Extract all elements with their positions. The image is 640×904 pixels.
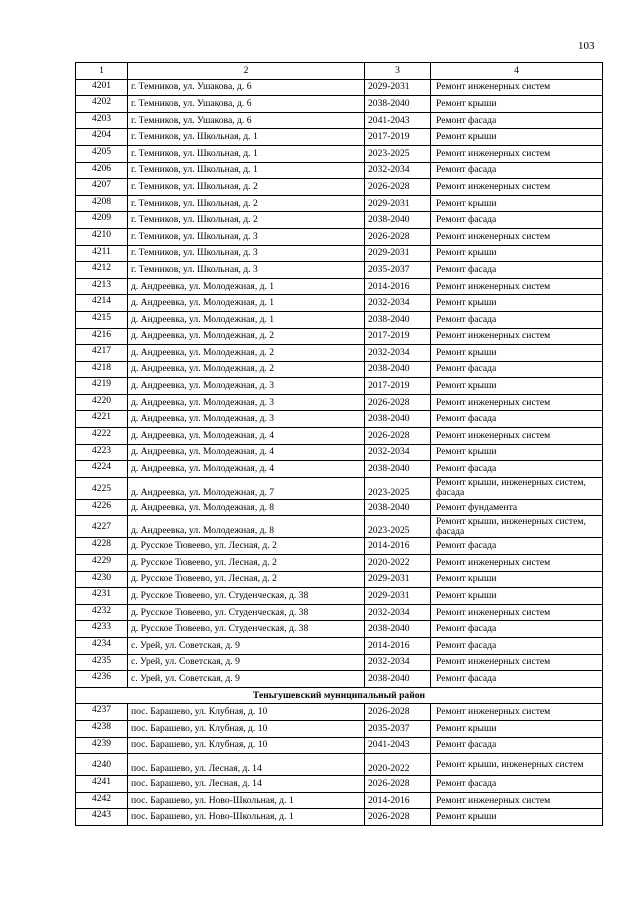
row-number: 4222	[76, 428, 128, 445]
address-cell: пос. Барашево, ул. Клубная, д. 10	[128, 737, 365, 754]
period-cell: 2032-2034	[365, 162, 431, 179]
row-number: 4223	[76, 444, 128, 461]
work-type-cell: Ремонт инженерных систем	[431, 428, 603, 445]
row-number: 4237	[76, 704, 128, 721]
address-cell: г. Темников, ул. Школьная, д. 3	[128, 228, 365, 245]
work-type-cell: Ремонт фундамента	[431, 499, 603, 516]
address-cell: г. Темников, ул. Школьная, д. 3	[128, 245, 365, 262]
work-type-cell: Ремонт фасада	[431, 638, 603, 655]
row-number: 4228	[76, 538, 128, 555]
address-cell: д. Андреевка, ул. Молодежная, д. 2	[128, 328, 365, 345]
period-cell: 2026-2028	[365, 394, 431, 411]
table-row	[76, 654, 603, 671]
table-row	[76, 295, 603, 312]
table-row	[76, 212, 603, 229]
table-row	[76, 311, 603, 328]
row-number: 4201	[76, 79, 128, 96]
work-type-cell: Ремонт инженерных систем	[431, 145, 603, 162]
table-row	[76, 162, 603, 179]
table-row	[76, 278, 603, 295]
table-row	[76, 361, 603, 378]
work-type-cell: Ремонт крыши	[431, 295, 603, 312]
row-number: 4243	[76, 809, 128, 826]
work-type-cell: Ремонт фасада	[431, 538, 603, 555]
period-cell: 2026-2028	[365, 179, 431, 196]
row-number: 4204	[76, 129, 128, 146]
table-row	[76, 720, 603, 737]
period-cell: 2029-2031	[365, 195, 431, 212]
address-cell: пос. Барашево, ул. Ново-Школьная, д. 1	[128, 792, 365, 809]
period-cell: 2023-2025	[365, 145, 431, 162]
column-header: 2	[128, 63, 365, 80]
table-row	[76, 411, 603, 428]
row-number: 4235	[76, 654, 128, 671]
address-cell: д. Русское Тювеево, ул. Студенческая, д. 38	[128, 621, 365, 638]
row-number: 4219	[76, 378, 128, 395]
work-type-cell: Ремонт крыши	[431, 809, 603, 826]
address-cell: д. Андреевка, ул. Молодежная, д. 4	[128, 461, 365, 478]
row-number: 4217	[76, 345, 128, 362]
table-row	[76, 228, 603, 245]
work-type-cell: Ремонт крыши	[431, 588, 603, 605]
work-type-cell: Ремонт фасада	[431, 461, 603, 478]
work-type-cell: Ремонт инженерных систем	[431, 228, 603, 245]
period-cell: 2017-2019	[365, 378, 431, 395]
row-number: 4226	[76, 499, 128, 516]
table-row	[76, 96, 603, 113]
address-cell: д. Русское Тювеево, ул. Лесная, д. 2	[128, 555, 365, 572]
address-cell: д. Андреевка, ул. Молодежная, д. 3	[128, 394, 365, 411]
row-number: 4242	[76, 792, 128, 809]
address-cell: г. Темников, ул. Ушакова, д. 6	[128, 96, 365, 113]
period-cell: 2038-2040	[365, 621, 431, 638]
address-cell: д. Русское Тювеево, ул. Лесная, д. 2	[128, 571, 365, 588]
work-type-cell: Ремонт фасада	[431, 311, 603, 328]
period-cell: 2038-2040	[365, 671, 431, 688]
address-cell: г. Темников, ул. Ушакова, д. 6	[128, 79, 365, 96]
address-cell: д. Андреевка, ул. Молодежная, д. 8	[128, 499, 365, 516]
row-number: 4225	[76, 477, 128, 499]
table-row	[76, 499, 603, 516]
address-cell: д. Андреевка, ул. Молодежная, д. 8	[128, 516, 365, 538]
period-cell: 2038-2040	[365, 461, 431, 478]
address-cell: д. Андреевка, ул. Молодежная, д. 1	[128, 295, 365, 312]
work-type-cell: Ремонт фасада	[431, 776, 603, 793]
row-number: 4206	[76, 162, 128, 179]
row-number: 4238	[76, 720, 128, 737]
period-cell: 2026-2028	[365, 809, 431, 826]
period-cell: 2026-2028	[365, 228, 431, 245]
table-row	[76, 79, 603, 96]
address-cell: д. Андреевка, ул. Молодежная, д. 3	[128, 378, 365, 395]
work-type-cell: Ремонт инженерных систем	[431, 704, 603, 721]
work-type-cell: Ремонт крыши	[431, 195, 603, 212]
period-cell: 2026-2028	[365, 428, 431, 445]
work-type-cell: Ремонт инженерных систем	[431, 394, 603, 411]
table-row	[76, 129, 603, 146]
table-row	[76, 461, 603, 478]
row-number: 4210	[76, 228, 128, 245]
period-cell: 2017-2019	[365, 328, 431, 345]
address-cell: с. Урей, ул. Советская, д. 9	[128, 654, 365, 671]
row-number: 4214	[76, 295, 128, 312]
address-cell: пос. Барашево, ул. Клубная, д. 10	[128, 704, 365, 721]
row-number: 4221	[76, 411, 128, 428]
row-number: 4236	[76, 671, 128, 688]
work-type-cell: Ремонт инженерных систем	[431, 179, 603, 196]
work-type-cell: Ремонт инженерных систем	[431, 328, 603, 345]
work-type-cell: Ремонт фасада	[431, 262, 603, 279]
row-number: 4233	[76, 621, 128, 638]
row-number: 4211	[76, 245, 128, 262]
period-cell: 2035-2037	[365, 720, 431, 737]
period-cell: 2038-2040	[365, 411, 431, 428]
address-cell: д. Русское Тювеево, ул. Лесная, д. 2	[128, 538, 365, 555]
row-number: 4207	[76, 179, 128, 196]
work-type-cell: Ремонт фасада	[431, 361, 603, 378]
row-number: 4220	[76, 394, 128, 411]
row-number: 4209	[76, 212, 128, 229]
address-cell: д. Русское Тювеево, ул. Студенческая, д. 38	[128, 588, 365, 605]
address-cell: д. Андреевка, ул. Молодежная, д. 2	[128, 361, 365, 378]
table-row	[76, 378, 603, 395]
period-cell: 2029-2031	[365, 79, 431, 96]
work-type-cell: Ремонт инженерных систем	[431, 555, 603, 572]
table-row	[76, 179, 603, 196]
period-cell: 2026-2028	[365, 704, 431, 721]
work-type-cell: Ремонт фасада	[431, 112, 603, 129]
address-cell: г. Темников, ул. Школьная, д. 1	[128, 145, 365, 162]
address-cell: д. Андреевка, ул. Молодежная, д. 1	[128, 311, 365, 328]
column-header: 1	[76, 63, 128, 80]
row-number: 4232	[76, 604, 128, 621]
period-cell: 2029-2031	[365, 588, 431, 605]
table-row	[76, 671, 603, 688]
row-number: 4212	[76, 262, 128, 279]
work-type-cell: Ремонт инженерных систем	[431, 79, 603, 96]
work-type-cell: Ремонт крыши	[431, 444, 603, 461]
row-number: 4229	[76, 555, 128, 572]
address-cell: г. Темников, ул. Школьная, д. 1	[128, 162, 365, 179]
table-row	[76, 754, 603, 776]
period-cell: 2023-2025	[365, 516, 431, 538]
address-cell: г. Темников, ул. Школьная, д. 2	[128, 179, 365, 196]
table-body	[76, 63, 603, 826]
repair-schedule-table	[75, 62, 603, 826]
address-cell: пос. Барашево, ул. Лесная, д. 14	[128, 754, 365, 776]
work-type-cell: Ремонт фасада	[431, 212, 603, 229]
period-cell: 2020-2022	[365, 555, 431, 572]
table-row	[76, 428, 603, 445]
period-cell: 2032-2034	[365, 654, 431, 671]
work-type-cell: Ремонт крыши	[431, 245, 603, 262]
period-cell: 2029-2031	[365, 571, 431, 588]
period-cell: 2032-2034	[365, 345, 431, 362]
table-row	[76, 477, 603, 499]
table-row	[76, 516, 603, 538]
row-number: 4227	[76, 516, 128, 538]
row-number: 4205	[76, 145, 128, 162]
work-type-cell: Ремонт крыши	[431, 720, 603, 737]
address-cell: г. Темников, ул. Школьная, д. 1	[128, 129, 365, 146]
period-cell: 2041-2043	[365, 737, 431, 754]
page-number: 103	[578, 40, 595, 52]
row-number: 4216	[76, 328, 128, 345]
table-row	[76, 704, 603, 721]
row-number: 4208	[76, 195, 128, 212]
work-type-cell: Ремонт крыши, инженерных систем	[431, 754, 603, 776]
work-type-cell: Ремонт инженерных систем	[431, 604, 603, 621]
column-header: 4	[431, 63, 603, 80]
column-header: 3	[365, 63, 431, 80]
address-cell: пос. Барашево, ул. Ново-Школьная, д. 1	[128, 809, 365, 826]
table-row	[76, 345, 603, 362]
table-header-row	[76, 63, 603, 80]
table-row	[76, 195, 603, 212]
period-cell: 2020-2022	[365, 754, 431, 776]
row-number: 4224	[76, 461, 128, 478]
section-header-row	[76, 687, 603, 704]
address-cell: д. Андреевка, ул. Молодежная, д. 1	[128, 278, 365, 295]
address-cell: г. Темников, ул. Школьная, д. 2	[128, 212, 365, 229]
address-cell: д. Русское Тювеево, ул. Студенческая, д. 38	[128, 604, 365, 621]
work-type-cell: Ремонт фасада	[431, 411, 603, 428]
period-cell: 2032-2034	[365, 604, 431, 621]
table-row	[76, 604, 603, 621]
period-cell: 2014-2016	[365, 792, 431, 809]
work-type-cell: Ремонт крыши, инженерных систем, фасада	[431, 477, 603, 499]
row-number: 4203	[76, 112, 128, 129]
period-cell: 2038-2040	[365, 311, 431, 328]
address-cell: д. Андреевка, ул. Молодежная, д. 7	[128, 477, 365, 499]
period-cell: 2014-2016	[365, 638, 431, 655]
period-cell: 2032-2034	[365, 444, 431, 461]
row-number: 4234	[76, 638, 128, 655]
table-row	[76, 328, 603, 345]
row-number: 4240	[76, 754, 128, 776]
address-cell: пос. Барашево, ул. Клубная, д. 10	[128, 720, 365, 737]
table-row	[76, 809, 603, 826]
address-cell: д. Андреевка, ул. Молодежная, д. 3	[128, 411, 365, 428]
address-cell: пос. Барашево, ул. Лесная, д. 14	[128, 776, 365, 793]
address-cell: д. Андреевка, ул. Молодежная, д. 2	[128, 345, 365, 362]
work-type-cell: Ремонт фасада	[431, 737, 603, 754]
period-cell: 2038-2040	[365, 96, 431, 113]
work-type-cell: Ремонт крыши	[431, 571, 603, 588]
work-type-cell: Ремонт крыши	[431, 96, 603, 113]
address-cell: д. Андреевка, ул. Молодежная, д. 4	[128, 444, 365, 461]
period-cell: 2023-2025	[365, 477, 431, 499]
work-type-cell: Ремонт фасада	[431, 671, 603, 688]
address-cell: д. Андреевка, ул. Молодежная, д. 4	[128, 428, 365, 445]
work-type-cell: Ремонт инженерных систем	[431, 654, 603, 671]
table-row	[76, 145, 603, 162]
row-number: 4215	[76, 311, 128, 328]
address-cell: г. Темников, ул. Школьная, д. 2	[128, 195, 365, 212]
period-cell: 2026-2028	[365, 776, 431, 793]
table-row	[76, 394, 603, 411]
period-cell: 2032-2034	[365, 295, 431, 312]
table-row	[76, 538, 603, 555]
work-type-cell: Ремонт фасада	[431, 621, 603, 638]
table-row	[76, 621, 603, 638]
address-cell: с. Урей, ул. Советская, д. 9	[128, 638, 365, 655]
work-type-cell: Ремонт крыши, инженерных систем, фасада	[431, 516, 603, 538]
table-row	[76, 262, 603, 279]
period-cell: 2038-2040	[365, 361, 431, 378]
table-row	[76, 112, 603, 129]
table-row	[76, 588, 603, 605]
period-cell: 2029-2031	[365, 245, 431, 262]
work-type-cell: Ремонт крыши	[431, 129, 603, 146]
row-number: 4213	[76, 278, 128, 295]
table-row	[76, 555, 603, 572]
row-number: 4241	[76, 776, 128, 793]
period-cell: 2014-2016	[365, 538, 431, 555]
table-row	[76, 776, 603, 793]
period-cell: 2035-2037	[365, 262, 431, 279]
period-cell: 2041-2043	[365, 112, 431, 129]
work-type-cell: Ремонт фасада	[431, 162, 603, 179]
work-type-cell: Ремонт крыши	[431, 345, 603, 362]
address-cell: с. Урей, ул. Советская, д. 9	[128, 671, 365, 688]
table-row	[76, 792, 603, 809]
row-number: 4230	[76, 571, 128, 588]
table-row	[76, 571, 603, 588]
period-cell: 2014-2016	[365, 278, 431, 295]
row-number: 4202	[76, 96, 128, 113]
table-row	[76, 245, 603, 262]
row-number: 4231	[76, 588, 128, 605]
section-title: Теньгушевский муниципальный район	[76, 687, 603, 704]
table-row	[76, 737, 603, 754]
work-type-cell: Ремонт инженерных систем	[431, 792, 603, 809]
period-cell: 2017-2019	[365, 129, 431, 146]
table-row	[76, 638, 603, 655]
work-type-cell: Ремонт инженерных систем	[431, 278, 603, 295]
row-number: 4239	[76, 737, 128, 754]
table-row	[76, 444, 603, 461]
address-cell: г. Темников, ул. Школьная, д. 3	[128, 262, 365, 279]
period-cell: 2038-2040	[365, 212, 431, 229]
address-cell: г. Темников, ул. Ушакова, д. 6	[128, 112, 365, 129]
row-number: 4218	[76, 361, 128, 378]
work-type-cell: Ремонт крыши	[431, 378, 603, 395]
period-cell: 2038-2040	[365, 499, 431, 516]
